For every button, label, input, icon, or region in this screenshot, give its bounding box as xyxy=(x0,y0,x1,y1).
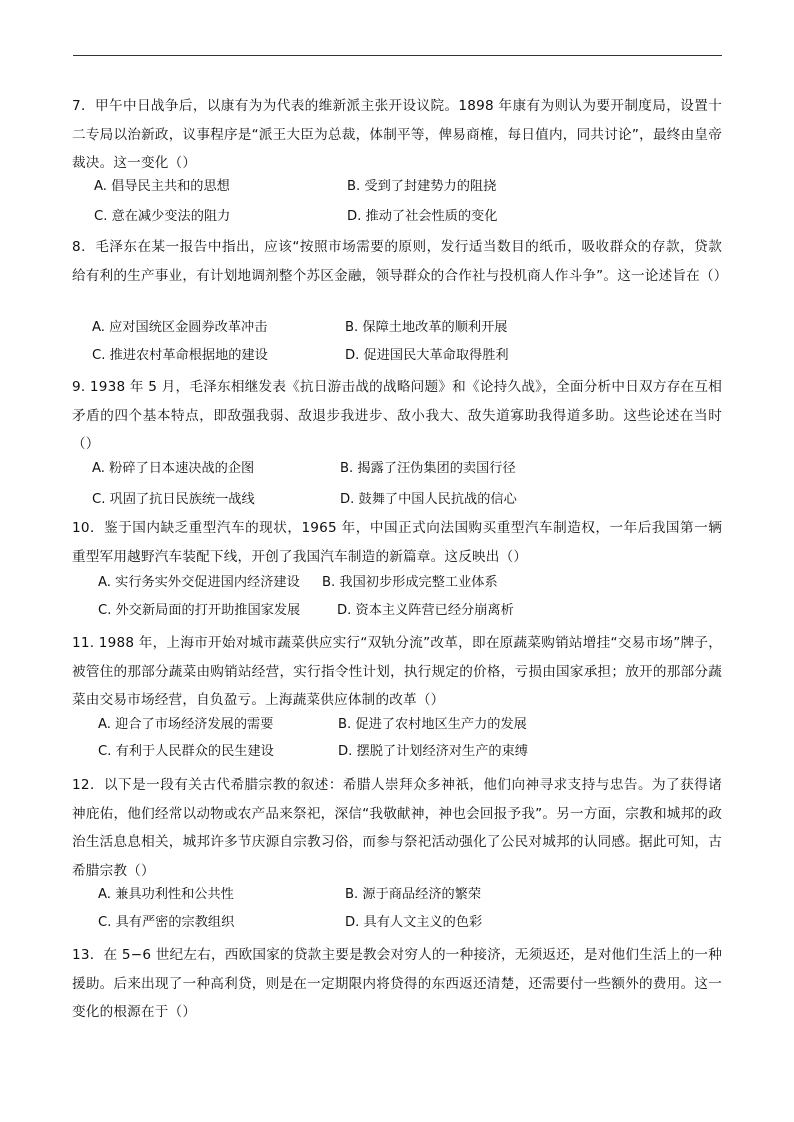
question-12-option-d: D. 具有人文主义的色彩 xyxy=(345,915,483,930)
question-11-option-c: C. 有利于人民群众的民生建设 xyxy=(98,744,274,759)
question-12-option-a: A. 兼具功利性和公共性 xyxy=(98,887,234,902)
question-10-stem: 10．鉴于国内缺乏重型汽车的现状，1965 年，中国正式向法国购买重型汽车制造权，一年后我国第一辆重型军用越野汽车装配下线，开创了我国汽车制造的新篇章。这反映出（） xyxy=(72,520,722,565)
header-rule xyxy=(73,55,722,56)
question-9-stem: 9. 1938 年 5 月，毛泽东相继发表《抗日游击战的战略问题》和《论持久战》，全面分析中日双方存在互相矛盾的四个基本特点，即敌强我弱、敌退步我进步、敌小我大、敌失道寡助我得道多助。这些论述在当时（） xyxy=(72,379,722,452)
question-12-option-b: B. 源于商品经济的繁荣 xyxy=(345,887,482,902)
question-9-option-c: C. 巩固了抗日民族统一战线 xyxy=(92,492,255,507)
question-9-option-b: B. 揭露了汪伪集团的卖国行径 xyxy=(340,461,516,476)
question-10-option-b: B. 我国初步形成完整工业体系 xyxy=(322,575,498,590)
question-10-option-a: A. 实行务实外交促进国内经济建设 xyxy=(98,575,300,590)
question-12-option-c: C. 具有严密的宗教组织 xyxy=(98,915,235,930)
question-10-option-d: D. 资本主义阵营已经分崩离析 xyxy=(337,603,514,618)
question-8-stem: 8．毛泽东在某一报告中指出，应该“按照市场需要的原则，发行适当数目的纸币，吸收群众的存款，贷款给有利的生产事业，有计划地调剂整个苏区金融，领导群众的合作社与投机商人作斗争”。这一论述旨在（） xyxy=(72,239,728,284)
question-7-option-c: C. 意在减少变法的阻力 xyxy=(94,209,231,224)
question-8-option-d: D. 促进国民大革命取得胜利 xyxy=(345,348,509,363)
question-7-stem: 7．甲午中日战争后，以康有为为代表的维新派主张开设议院。1898 年康有为则认为要开制度局，设置十二专局以治新政，议事程序是“派王大臣为总裁，体制平等，俾易商榷，每日值内，同共讨论”，最终由皇帝裁决。这一变化（） xyxy=(72,98,722,171)
question-11-option-d: D. 摆脱了计划经济对生产的束缚 xyxy=(338,744,528,759)
question-12-stem: 12．以下是一段有关古代希腊宗教的叙述：希腊人崇拜众多神祇，他们向神寻求支持与忠告。为了获得诸神庇佑，他们经常以动物或农产品来祭祀，深信“我敬献神，神也会回报予我”。另一方面，宗教和城邦的政治生活息息相关，城邦许多节庆源自宗教习俗，而参与祭祀活动强化了公民对城邦的认同感。据此可知，古希腊宗教（） xyxy=(72,777,722,879)
question-7-option-d: D. 推动了社会性质的变化 xyxy=(347,209,498,224)
question-10-option-c: C. 外交新局面的打开助推国家发展 xyxy=(98,603,301,618)
question-7-option-b: B. 受到了封建势力的阻挠 xyxy=(347,179,497,194)
question-8-option-a: A. 应对国统区金圆券改革冲击 xyxy=(92,320,268,335)
question-11-stem: 11. 1988 年，上海市开始对城市蔬菜供应实行“双轨分流”改革，即在原蔬菜购销站增挂“交易市场”牌子，被管住的那部分蔬菜由购销站经营，实行指令性计划，执行规定的价格，亏损由国家承担；放开的那部分蔬菜由交易市场经营，自负盈亏。上海蔬菜供应体制的改革（） xyxy=(72,635,722,708)
question-11-option-a: A. 迎合了市场经济发展的需要 xyxy=(98,717,274,732)
question-7-option-a: A. 倡导民主共和的思想 xyxy=(94,179,230,194)
question-13-stem: 13．在 5−6 世纪左右，西欧国家的贷款主要是教会对穷人的一种接济，无须返还，是对他们生活上的一种援助。后来出现了一种高利贷，则是在一定期限内将贷得的东西返还清楚，还需要付一些额外的费用。这一变化的根源在于（） xyxy=(72,947,722,1020)
question-8-option-b: B. 保障土地改革的顺利开展 xyxy=(345,320,508,335)
question-9-option-d: D. 鼓舞了中国人民抗战的信心 xyxy=(340,492,517,507)
question-9-option-a: A. 粉碎了日本速决战的企图 xyxy=(92,461,255,476)
question-11-option-b: B. 促进了农村地区生产力的发展 xyxy=(338,717,527,732)
question-8-option-c: C. 推进农村革命根据地的建设 xyxy=(92,348,268,363)
